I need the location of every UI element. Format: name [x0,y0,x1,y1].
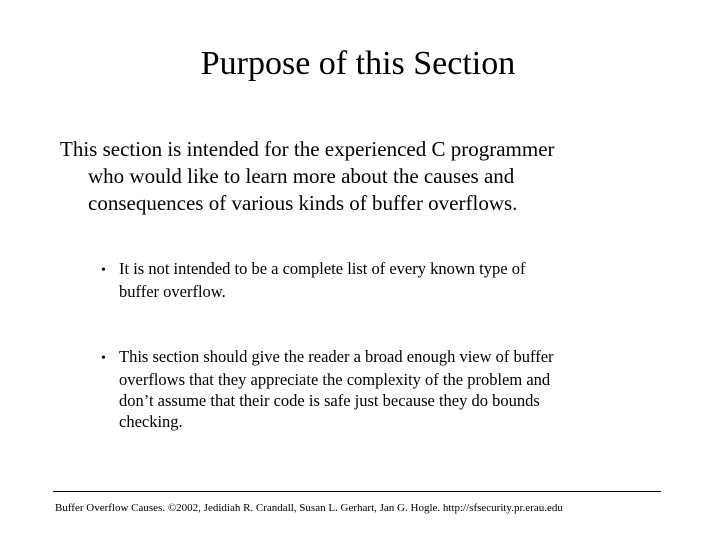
footer-divider [53,491,661,492]
bullet-line: don’t assume that their code is safe just because they do bounds [119,391,540,410]
intro-line: who would like to learn more about the causes and [88,164,515,188]
intro-line: This section is intended for the experienced C programmer [60,137,555,161]
bullet-line [101,346,681,369]
bullet-text: This section should give the reader a broad enough view of buffer [119,347,554,366]
bullet-text: It is not intended to be a complete list of every known type of [119,259,526,278]
footer-text: Buffer Overflow Causes. ©2002, Jedidiah R. Crandall, Susan L. Gerhart, Jan G. Hogle. http://sfsecurity.pr.erau.edu [55,502,563,514]
intro-paragraph [60,136,660,217]
bullet-icon: • [101,351,106,366]
intro-line: consequences of various kinds of buffer overflows. [88,191,518,215]
bullet-line: buffer overflow. [119,282,226,301]
slide-title: Purpose of this Section [200,45,516,82]
bullet-line: checking. [119,412,183,431]
bullet-line: overflows that they appreciate the complexity of the problem and [119,370,551,389]
bullet-icon: • [101,263,106,278]
bullet-item [101,258,681,302]
bullet-line [101,258,681,281]
bullet-item [101,346,681,432]
